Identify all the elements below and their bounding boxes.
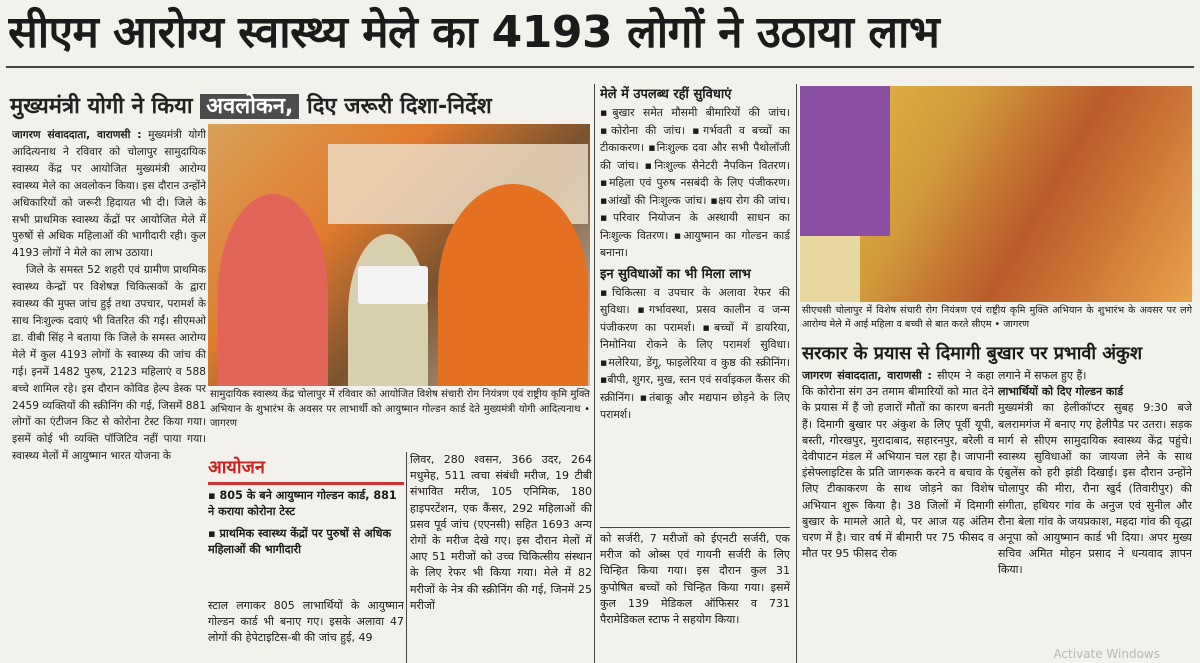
column-divider [796,84,797,663]
aayojan-title: आयोजन [208,456,404,485]
facilities-text: ▪बुखार समेत मौसमी बीमारियों की जांच। ▪कोरोना की जांच। ▪गर्भवती व बच्चों का टीकाकरण। ▪निःशुल्क दवा और सभी पैथोलॉजी की जांच। ▪निःशुल्क सैनेटरी नैपकिन वितरण। ▪महिला एवं पुरुष नसबंदी के लिए पंजीकरण। ▪आंखों की निःशुल्क जांच। ▪क्षय रोग की जांच। ▪परिवार नियोजन के अस्थायी साधन का निःशुल्क वितरण। ▪आयुष्मान का गोल्डन कार्ड बनाना। [600,106,790,259]
headline-rule [6,66,1194,68]
aayojan-bullet-2: ▪ प्राथमिक स्वास्थ्य केंद्रों पर पुरुषों से अधिक महिलाओं की भागीदारी [208,527,392,556]
facilities-text-2: ▪चिकित्सा व उपचार के अलावा रेफर की सुविधा। ▪गर्भावस्था, प्रसव कालीन व जन्म पंजीकरण का परामर्श। ▪बच्चों में डायरिया, निमोनिया रोकने के लिए परामर्श सुविधा। ▪मलेरिया, डेंगू, फाइलेरिया व कुष्ठ की स्क्रीनिंग। ▪बीपी, शुगर, मुख, स्तन एवं सर्वाइकल कैंसर की स्क्रीनिंग। ▪तंबाकू और मद्यपान छोड़ने के लिए परामर्श। [600,285,790,421]
col1-paragraph-1: मुख्यमंत्री योगी आदित्यनाथ ने रविवार को चोलापुर सामुदायिक स्वास्थ्य केंद्र पर आयोजित मुख्यमंत्री आरोग्य स्वास्थ्य मेले का अवलोकन किया। इस दौरान उन्होंने अधिकारियों को जरूरी हिदायत भी दी। जिले के सभी प्राथमिक स्वास्थ्य केंद्रों पर आयोजित मेले में पुरुषों से अधिक महिलाओं की भागीदारी रही। कुल 4193 लोगों ने मेले का लाभ उठाया। [12,129,206,260]
facilities-title-2: इन सुविधाओं का भी मिला लाभ [600,266,751,282]
right-story-title: सरकार के प्रयास से दिमागी बुखार पर प्रभावी अंकुश [802,343,1143,364]
right-story-text-1: सीएम ने कहा कि कोरोना संग उन तमाम बीमारियों को मात देने के प्रयास में हैं जो हजारों मौतों का कारण बनती हैं। दिमागी बुखार पर अंकुश के लिए पूर्वी यूपी, बस्ती, गोरखपुर, मुरादाबाद, सहारनपुर, बरेली व देवीपाटन मंडल में अभियान चल रहा है। जापानी इंसेफ्लाइटिस के प्रति जागरूक करने व बचाव के लिए टीकाकरण के साथ जोड़ने का विशेष अभियान शुरू किया है। 38 जिलों में दिमागी बुखार के मामले आते थे, पर आज यह अंतिम चरण में है। चार वर्ष में बीमारी पर 75 फीसद व मौत पर 95 फीसद रोक [802,369,994,561]
bottom-column-3: को सर्जरी, 7 मरीजों को ईएनटी सर्जरी, एक मरीज को ओब्स एवं गायनी सर्जरी के लिए चिन्हित किया गया। इस दौरान कुल 31 कुपोषित बच्चों को चिन्हित किया गया। इसमें कुल 139 मेडिकल ऑफिसर व 731 पैरामेडिकल स्टाफ ने सहयोग किया। [600,532,790,627]
facilities-title: मेले में उपलब्ध रहीं सुविधाएं [600,87,732,102]
right-story-column-2 [998,368,1192,663]
right-story-column-1 [802,368,994,663]
photo-person-cm [438,184,588,386]
column-divider [594,84,595,663]
subhead-after: दिए जरूरी दिशा-निर्देश [299,94,492,119]
main-photo [208,124,590,386]
headline: सीएम आरोग्य स्वास्थ्य मेले का 4193 लोगों ने उठाया लाभ [8,7,940,58]
right-story-subhead: लाभार्थियों को दिए गोल्डन कार्ड [998,385,1124,399]
byline: जागरण संवाददाता, वाराणसी : [12,129,142,141]
aayojan-bullets [208,488,404,588]
photo-person-woman [218,194,328,386]
photo-person-man [348,234,428,386]
col1-paragraph-2: जिले के समस्त 52 शहरी एवं ग्रामीण प्राथमिक स्वास्थ्य केन्द्रों पर विशेषज्ञ चिकित्सकों के द्वारा स्वास्थ्य की मुफ्त जांच हुई तथा उपचार, परामर्श के साथ निःशुल्क दवाएं भी वितरित की गईं। सीएमओ डा. वीबी सिंह ने बताया कि जिले के समस्त आरोग्य मेले में कुल 4193 लोगों के स्वास्थ्य की जांच की गई। इनमें 1482 पुरुष, 2123 महिलाएं व 588 बच्चे शामिल रहे। इस दौरान कोविड हेल्प डेस्क पर 2459 व्यक्तियों की स्क्रीनिंग की गई, जिसमें 881 लोगों का एंटीजन किट से कोरोना टेस्ट किया गया। इसमें कोई भी व्यक्ति पॉजिटिव नहीं पाया गया। स्वास्थ्य मेलों में आयुष्मान भारत योजना के [12,264,206,463]
photo-card [358,266,428,304]
activation-watermark: Activate Windows [1053,647,1160,661]
column-1 [12,127,206,663]
column-divider [406,452,407,663]
right-story-byline: जागरण संवाददाता, वाराणसी : [802,369,932,382]
second-photo [800,86,1192,302]
facilities-box [600,86,790,526]
subhead-before: मुख्यमंत्री योगी ने किया [10,94,201,119]
second-photo-caption: सीएचसी चोलापुर में विशेष संचारी रोग नियंत्रण एवं राष्ट्रीय कृमि मुक्ति अभियान के शुभारंभ के अवसर पर लगे आरोग्य मेले में आई महिला व बच्ची से बात करते सीएम • जागरण [802,305,1192,330]
facilities-rule [600,527,790,528]
subhead-boxed: अवलोकन, [200,94,299,119]
aayojan-bullet-1: ▪ 805 के बने आयुष्मान गोल्डन कार्ड, 881 ने कराया कोरोना टेस्ट [208,489,397,518]
right-story-intro: लगाने में सफल हुए हैं। [998,369,1087,382]
photo2-woman-left [800,86,890,236]
photo2-child [800,236,860,302]
main-photo-caption: सामुदायिक स्वास्थ्य केंद्र चोलापुर में रविवार को आयोजित विशेष संचारी रोग नियंत्रण एवं राष्ट्रीय कृमि मुक्ति अभियान के शुभारंभ के अवसर पर लाभार्थी को आयुष्मान गोल्डन कार्ड देते मुख्यमंत्री योगी आदित्यनाथ • जागरण [210,389,590,429]
right-story-text-2: मुख्यमंत्री का हेलीकॉप्टर सुबह 9:30 बजे बलरामगंज में बनाए गए हेलीपैड पर उतरा। सड़क मार्ग से सीएम सामुदायिक स्वास्थ्य केंद्र पहुंचे। स्वास्थ्य सुविधाओं का जायजा लेने के साथ एंबुलेंस को हरी झंडी दिखाई। इस दौरान उन्होंने चोलापुर की मीरा, रौना खुर्द (तिवारीपुर) की संगीता, हथियर गांव के अनुज एवं सुनील और रौना बेला गांव के जयप्रकाश, महदा गांव की वृद्धा अनूपा को आयुष्मान कार्ड भी दिया। अपर मुख्य सचिव अमित मोहन प्रसाद ने धन्यवाद ज्ञापन किया। [998,401,1192,577]
bottom-column-1: स्टाल लगाकर 805 लाभार्थियों के आयुष्मान गोल्डन कार्ड भी बनाए गए। इसके अलावा 47 लोगों की हेपेटाइटिस-बी की जांच हुई, 49 [208,599,404,645]
bottom-column-2: लिवर, 280 श्वसन, 366 उदर, 264 मधुमेह, 511 त्वचा संबंधी मरीज, 19 टीबी संभावित मरीज, 105 एनिमिक, 180 हाइपरटेंशन, एक कैंसर, 292 महिलाओं की प्रसव पूर्व जांच (एएनसी) सहित 1693 अन्य रोगों के मरीज देखे गए। इस दौरान मेलों में आए 51 मरीजों को उच्च चिकित्सीय संस्थान के लिए रेफर भी किया गया। मेले में 82 मरीजों के नेत्र की स्क्रीनिंग की गई, जिनमें 25 मरीजों [410,453,592,612]
subheadline [10,90,590,124]
